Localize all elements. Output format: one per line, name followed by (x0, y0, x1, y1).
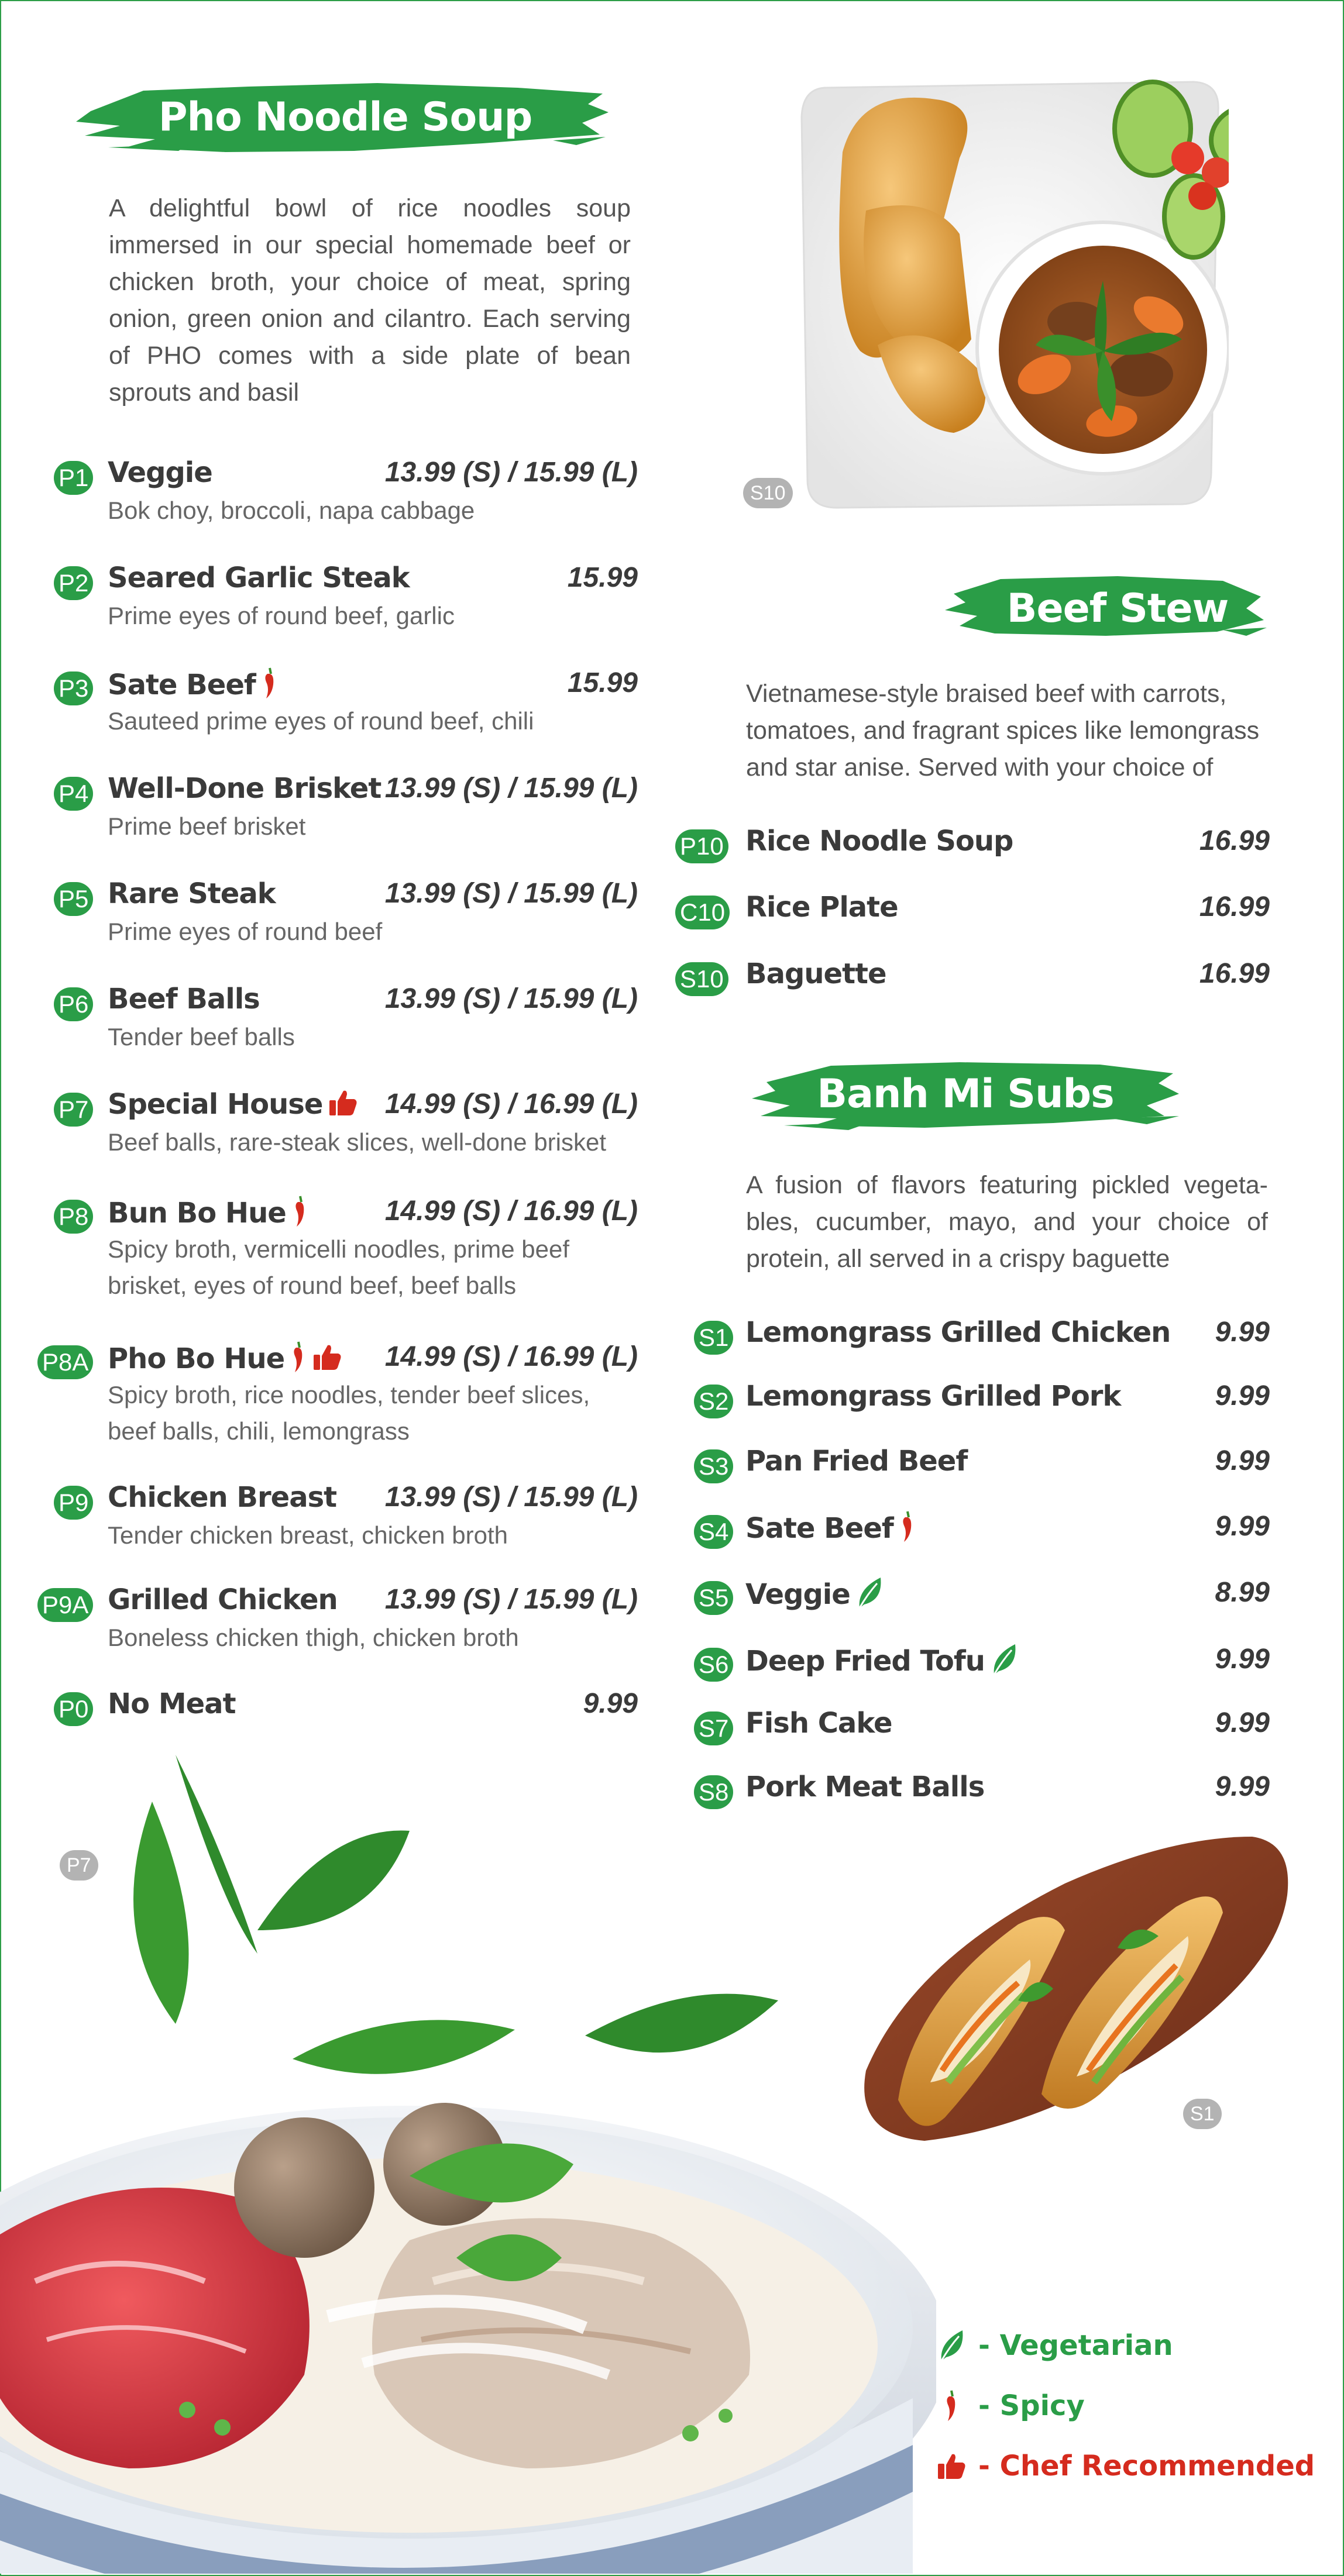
item-name-text: Fish Cake (745, 1707, 892, 1740)
item-name-text: Chicken Breast (108, 1481, 337, 1514)
item-name (108, 877, 276, 910)
chili-icon (292, 1195, 308, 1235)
item-name-text: Bun Bo Hue (108, 1197, 286, 1230)
item-price: 13.99 (S) / 15.99 (L) (384, 1482, 638, 1513)
item-name (108, 667, 278, 707)
item-price: 9.99 (1215, 1317, 1270, 1348)
item-code-badge: S7 (694, 1711, 733, 1745)
item-price: 13.99 (S) / 15.99 (L) (384, 457, 638, 488)
item-price: 13.99 (S) / 15.99 (L) (384, 773, 638, 804)
item-name-text: Lemongrass Grilled Chicken (745, 1316, 1171, 1349)
item-code-badge: P8 (54, 1200, 93, 1234)
menu-item (673, 825, 1270, 872)
item-description: Spicy broth, rice noodles, tender beef slices, beef balls, chili, lemongrass (108, 1381, 590, 1445)
item-code-badge: P5 (54, 882, 93, 916)
item-code-badge: P2 (54, 566, 93, 600)
item-code-badge: S8 (694, 1775, 733, 1809)
item-price: 14.99 (S) / 16.99 (L) (384, 1196, 638, 1227)
item-code-badge: P6 (54, 987, 93, 1021)
item-name-text: No Meat (108, 1688, 236, 1720)
item-price: 9.99 (1215, 1511, 1270, 1542)
menu-item (673, 1707, 1270, 1754)
item-name-text: Deep Fried Tofu (745, 1645, 985, 1678)
menu-item (35, 772, 638, 866)
legend-item (936, 2329, 1173, 2362)
item-description: Boneless chicken thigh, chicken broth (108, 1624, 519, 1651)
menu-item (673, 1576, 1270, 1623)
pho-bowl-photo-tag: P7 (60, 1850, 98, 1881)
banh-mi-title-banner (749, 1047, 1182, 1141)
legend-item (936, 2450, 1315, 2482)
item-name-text: Rare Steak (108, 877, 276, 910)
leaf-icon (991, 1643, 1018, 1683)
thumbs-up-icon (936, 2452, 967, 2480)
item-name (108, 983, 260, 1015)
item-price: 9.99 (1215, 1380, 1270, 1411)
item-price: 9.99 (583, 1688, 638, 1719)
item-description: Prime beef brisket (108, 812, 306, 840)
item-code-badge: S5 (694, 1581, 733, 1615)
item-price: 16.99 (1199, 958, 1270, 989)
item-code-badge: P7 (54, 1093, 93, 1127)
beef-stew-title-banner (942, 564, 1270, 652)
item-description: Beef balls, rare-steak slices, well-done brisket (108, 1128, 607, 1156)
menu-item (35, 1341, 638, 1445)
item-code-badge: S10 (675, 962, 728, 996)
item-description: Prime eyes of round beef (108, 918, 383, 945)
item-name-text: Veggie (745, 1578, 850, 1611)
chili-icon (290, 1341, 307, 1380)
item-name-text: Grilled Chicken (108, 1583, 338, 1616)
pho-bowl-photo (0, 1755, 936, 2574)
beef-stew-photo-tag: S10 (743, 478, 793, 508)
item-name-text: Seared Garlic Steak (108, 562, 410, 594)
item-name-text: Pork Meat Balls (745, 1771, 985, 1803)
item-code-badge: P10 (675, 829, 728, 863)
menu-item (673, 958, 1270, 1004)
banh-mi-description: A fusion of flavors featuring pickled vegeta-bles, cucumber, mayo, and your choice of protein, all served in a crispy baguette (746, 1171, 1268, 1273)
item-code-badge: S4 (694, 1515, 733, 1549)
menu-item (35, 877, 638, 971)
item-name (108, 772, 381, 805)
item-code-badge: S1 (694, 1321, 733, 1355)
item-code-badge: P1 (54, 461, 93, 495)
legend-item (936, 2389, 1085, 2422)
banh-mi-title: Banh Mi Subs (817, 1070, 1114, 1117)
legend-label: - Spicy (978, 2389, 1085, 2422)
menu-item (35, 1583, 638, 1677)
legend-label: - Vegetarian (978, 2329, 1173, 2362)
item-code-badge: P9A (37, 1588, 93, 1622)
menu-item (673, 1510, 1270, 1557)
item-price: 8.99 (1215, 1577, 1270, 1608)
item-name-text: Pho Bo Hue (108, 1342, 285, 1375)
pho-description: A delightful bowl of rice noodles soup immersed in our special homemade beef or chicken broth, your choice of meat, spring onion, green onion and cilantro. Each serving of PHO comes with a side plate of bean sprouts and basil (109, 194, 631, 407)
item-price: 13.99 (S) / 15.99 (L) (384, 1584, 638, 1615)
menu-item (35, 1481, 638, 1575)
item-code-badge: S6 (694, 1648, 733, 1682)
item-price: 16.99 (1199, 891, 1270, 922)
item-name-text: Sate Beef (745, 1512, 893, 1545)
item-name: Rice Plate (745, 891, 898, 924)
chili-icon (262, 667, 278, 707)
item-name (108, 1088, 358, 1124)
item-price: 9.99 (1215, 1707, 1270, 1738)
item-name-text: Well-Done Brisket (108, 772, 381, 805)
chili-icon (899, 1510, 916, 1550)
leaf-icon (936, 2329, 967, 2362)
menu-item (673, 1380, 1270, 1427)
menu-item (35, 562, 638, 655)
item-name (745, 1576, 883, 1616)
item-code-badge: S2 (694, 1385, 733, 1418)
item-name (108, 1341, 342, 1380)
legend-label: - Chef Recommended (978, 2450, 1315, 2482)
item-name (745, 1316, 1170, 1349)
item-code-badge: C10 (675, 896, 730, 929)
beef-stew-description: Vietnamese-style braised beef with carrots, tomatoes, and fragrant spices like lemongrass and star anise. Served with your choice of (746, 680, 1260, 781)
item-name (108, 456, 212, 489)
item-description: Prime eyes of round beef, garlic (108, 602, 455, 629)
item-description: Bok choy, broccoli, napa cabbage (108, 497, 475, 524)
menu-item (35, 667, 638, 760)
menu-item (35, 1195, 638, 1299)
beef-stew-title: Beef Stew (1006, 585, 1229, 632)
item-price: 13.99 (S) / 15.99 (L) (384, 878, 638, 909)
item-price: 13.99 (S) / 15.99 (L) (384, 983, 638, 1014)
item-name-text: Beef Balls (108, 983, 260, 1015)
menu-item (35, 983, 638, 1076)
item-price: 14.99 (S) / 16.99 (L) (384, 1089, 638, 1120)
item-name (108, 1195, 308, 1235)
item-name (108, 1688, 236, 1720)
menu-item (673, 1445, 1270, 1492)
item-description: Spicy broth, vermicelli noodles, prime beef brisket, eyes of round beef, beef balls (108, 1235, 570, 1299)
item-code-badge: P3 (54, 671, 93, 705)
item-name: Baguette (745, 958, 886, 990)
item-code-badge: P0 (54, 1692, 93, 1726)
item-name (745, 1445, 967, 1478)
item-code-badge: S3 (694, 1449, 733, 1483)
item-price: 9.99 (1215, 1771, 1270, 1802)
menu-item (673, 891, 1270, 938)
item-code-badge: P8A (37, 1345, 93, 1379)
item-name: Rice Noodle Soup (745, 825, 1013, 857)
item-name (745, 1380, 1120, 1413)
item-price: 9.99 (1215, 1445, 1270, 1476)
menu-item (35, 1088, 638, 1182)
pho-title-banner (73, 70, 617, 164)
item-price: 15.99 (567, 562, 638, 593)
beef-stew-photo (784, 70, 1229, 515)
item-price: 15.99 (567, 667, 638, 698)
item-description: Tender beef balls (108, 1023, 295, 1051)
item-name-text: Special House (108, 1088, 323, 1121)
item-name (108, 1481, 336, 1514)
item-name-text: Sate Beef (108, 669, 256, 701)
item-name-text: Pan Fried Beef (745, 1445, 968, 1478)
menu-item (35, 456, 638, 550)
item-name (745, 1510, 916, 1550)
item-description: Sauteed prime eyes of round beef, chili (108, 707, 534, 735)
thumbs-up-icon (312, 1343, 342, 1378)
item-name (108, 1583, 338, 1616)
item-price: 9.99 (1215, 1644, 1270, 1675)
item-name-text: Lemongrass Grilled Pork (745, 1380, 1121, 1413)
item-name (745, 1707, 892, 1740)
menu-item (673, 1316, 1270, 1363)
item-code-badge: P4 (54, 777, 93, 811)
menu-item (673, 1643, 1270, 1690)
item-code-badge: P9 (54, 1486, 93, 1520)
thumbs-up-icon (328, 1089, 358, 1124)
leaf-icon (856, 1576, 883, 1616)
item-name (108, 562, 410, 594)
banh-mi-photo-tag: S1 (1183, 2099, 1222, 2129)
item-name (745, 1643, 1018, 1683)
item-name-text: Veggie (108, 456, 212, 489)
item-price: 14.99 (S) / 16.99 (L) (384, 1341, 638, 1372)
item-description: Tender chicken breast, chicken broth (108, 1521, 508, 1549)
item-price: 16.99 (1199, 825, 1270, 856)
pho-title: Pho Noodle Soup (158, 94, 532, 140)
chili-icon (936, 2389, 967, 2422)
